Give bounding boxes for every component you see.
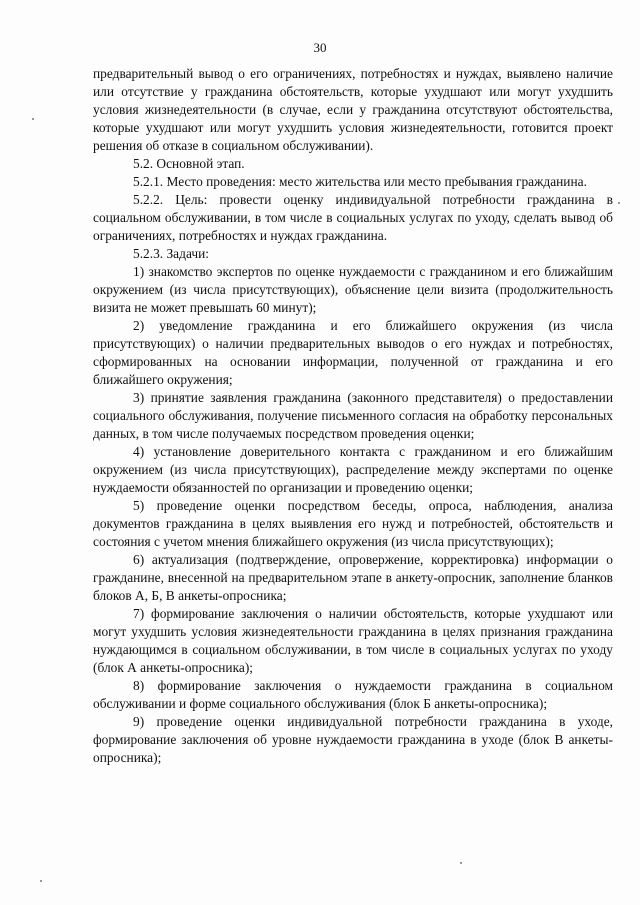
task-item-2: 2) уведомление гражданина и его ближайшего окружения (из числа присутствующих) о наличии предварительных выводов о его нуждах и потребностях, сформированных на основании информации, полученной от гражданина и его ближайшего окружения; bbox=[93, 318, 613, 387]
scan-speck bbox=[460, 862, 462, 864]
task-item-1: 1) знакомство экспертов по оценке нуждаемости с гражданином и его ближайшим окружением (из числа присутствующих), объяснение цели визита (продолжительность визита не может превышать 60 минут); bbox=[93, 264, 613, 315]
document-body bbox=[93, 65, 613, 767]
task-item-9: 9) проведение оценки индивидуальной потребности гражданина в уходе, формирование заключения об уровне нуждаемости гражданина в уходе (блок В анкеты-опросника); bbox=[93, 714, 613, 765]
task-item-6: 6) актуализация (подтверждение, опровержение, корректировка) информации о гражданине, внесенной на предварительном этапе в анкету-опросник, заполнение бланков блоков А, Б, В анкеты-опросника; bbox=[93, 552, 613, 603]
section-goal: 5.2.2. Цель: провести оценку индивидуальной потребности гражданина в социальном обслуживании, в том числе в социальных услугах по уходу, сделать вывод об ограничениях, потребностях и нуждах гражданина. bbox=[93, 192, 613, 243]
paragraph-continuation: предварительный вывод о его ограничениях, потребностях и нуждах, выявлено наличие или отсутствие у гражданина обстоятельств, которые ухудшают или могут ухудшить условия жизнедеятельности (в случае, если у гражданина отсутствуют обстоятельства, которые ухудшают или могут ухудшить условия жизнедеятельности, готовится проект решения об отказе в социальном обслуживании). bbox=[93, 66, 613, 153]
page-number: 30 bbox=[313, 40, 327, 55]
task-item-4: 4) установление доверительного контакта с гражданином и его ближайшим окружением (из числа присутствующих), распределение между экспертами по оценке нуждаемости обязанностей по организации и проведению оценки; bbox=[93, 444, 613, 495]
section-place: 5.2.1. Место проведения: место жительства или место пребывания гражданина. bbox=[133, 174, 587, 189]
scan-speck bbox=[618, 202, 620, 204]
scan-speck bbox=[32, 118, 34, 120]
section-main-stage: 5.2. Основной этап. bbox=[133, 156, 245, 171]
scan-speck bbox=[40, 880, 42, 882]
task-item-8: 8) формирование заключения о нуждаемости гражданина в социальном обслуживании и форме социального обслуживания (блок Б анкеты-опросника); bbox=[93, 678, 613, 711]
task-item-7: 7) формирование заключения о наличии обстоятельств, которые ухудшают или могут ухудшить условия жизнедеятельности гражданина в целях признания гражданина нуждающимся в социальном обслуживании, в том числе в социальных услугах по уходу (блок А анкеты-опросника); bbox=[93, 606, 613, 675]
section-tasks: 5.2.3. Задачи: bbox=[133, 246, 209, 261]
task-item-5: 5) проведение оценки посредством беседы, опроса, наблюдения, анализа документов гражданина в целях выявления его нужд и потребностей, обстоятельств и состояния с учетом мнения ближайшего окружения (из числа присутствующих); bbox=[93, 498, 613, 549]
task-item-3: 3) принятие заявления гражданина (законного представителя) о предоставлении социального обслуживания, получение письменного согласия на обработку персональных данных, в том числе получаемых посредством проведения оценки; bbox=[93, 390, 613, 441]
